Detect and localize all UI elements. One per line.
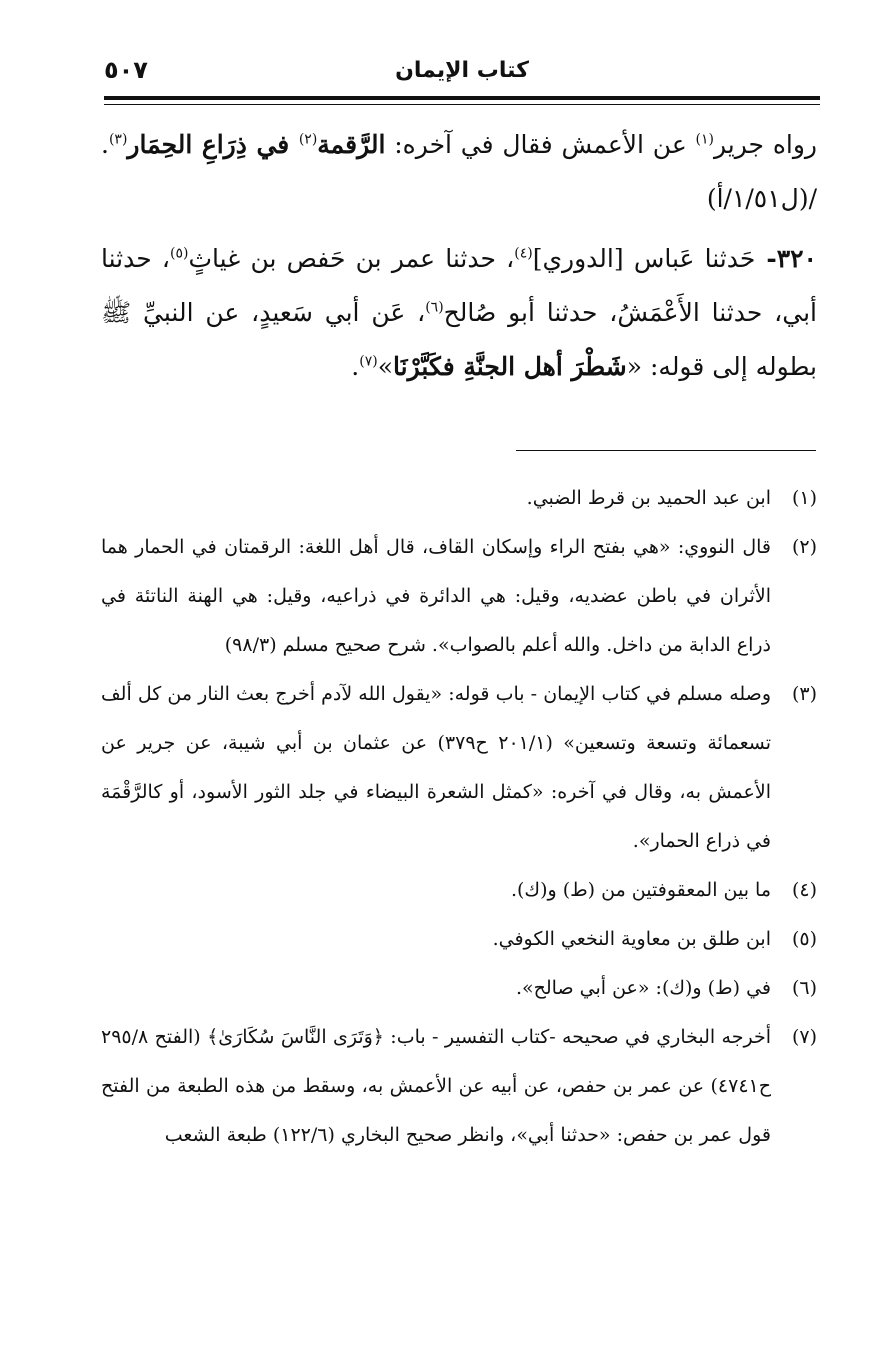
emphasized-text: شَطْرَ أهل الجنَّةِ فكَبَّرْنَا [393,352,627,381]
footnote-ref[interactable]: (٦) [425,299,444,316]
main-text [101,118,817,394]
footnote-text: قال النووي: «هي بفتح الراء وإسكان القاف، قال أهل اللغة: الرقمتان في الحمار هما الأثران في باطن عضديه، وقيل: هي الدائرة في ذراعيه، وقيل: هي الهنة الناتئة في ذراع الدابة من داخل. والله أعلم بالصواب». شرح صحيح مسلم (٩٨/٣) [101,536,771,656]
footnote-item [101,474,817,523]
text-run: ، عَن أبي سَعيدٍ، عن النبيِّ ﷺ بطوله إلى قوله: « [101,298,817,381]
text-run: » [377,352,393,381]
footnote-ref[interactable]: (٤) [514,245,533,262]
footnote-ref[interactable]: (٢) [298,131,318,148]
footnote-number: (٣) [791,683,817,705]
footnote-item [101,670,817,866]
text-run: حَدثنا عَباس [الدوري] [532,244,756,273]
footnote-number: (١) [791,487,817,509]
header-rule-thin [104,104,820,105]
footnote-item [101,1013,817,1160]
footnote-text: أخرجه البخاري في صحيحه -كتاب التفسير - باب: ﴿وَتَرَى النَّاسَ سُكَارَىٰ﴾ (الفتح ٢٩٥/٨ ح٤٧٤١) عن عمر بن حفص، عن أبيه عن الأعمش به، وسقط من هذه الطبعة من الفتح قول عمر بن حفص: «حدثنا أبي»، وانظر صحيح البخاري (١٢٢/٦) طبعة الشعب [101,1026,771,1146]
footnote-text: ابن عبد الحميد بن قرط الضبي. [526,487,771,509]
footnote-number: (٢) [791,536,817,558]
footnote-text: في (ط) و(ك): «عن أبي صالح». [515,977,771,999]
hadith-320-paragraph [101,232,817,394]
footnote-ref[interactable]: (٥) [170,245,189,262]
footnote-number: (٧) [791,1026,817,1048]
footnote-item [101,915,817,964]
footnote-number: (٤) [791,879,817,901]
footnote-ref[interactable]: (٣) [108,131,128,148]
emphasized-text: الرَّقمة [317,130,386,159]
page-number: ٥٠٧ [104,56,148,84]
hadith-continuation-paragraph [101,118,817,226]
footnote-ref[interactable]: (١) [695,131,715,148]
footnote-item [101,866,817,915]
text-run: ، حدثنا عمر بن حَفص بن غياثٍ [188,244,515,273]
footnote-number: (٦) [791,977,817,999]
footnotes-section [101,474,817,1160]
footnote-text: ابن طلق بن معاوية النخعي الكوفي. [492,928,771,950]
emphasized-text: في ذِرَاعِ الحِمَار [127,130,299,159]
text-run: ، حدثنا أبي، حدثنا الأَعْمَشُ، حدثنا أبو صُالح [101,244,817,327]
footnote-text: ما بين المعقوفتين من (ط) و(ك). [510,879,771,901]
text-run: عن الأعمش فقال في آخره: [385,130,696,159]
footnote-item [101,523,817,670]
footnote-ref[interactable]: (٧) [359,353,378,370]
running-title: كتاب الإيمان [395,58,529,83]
text-run: رواه جرير [714,130,818,159]
text-run: . [351,352,360,381]
page-header [104,56,820,96]
manuscript-ref: . /(ل١/٥١/أ) [101,130,817,213]
footnote-text: وصله مسلم في كتاب الإيمان - باب قوله: «يقول الله لآدم أخرج بعث النار من كل ألف تسعمائة وتسعة وتسعين» (٢٠١/١ ح٣٧٩) عن عثمان بن أبي شيبة، عن جرير عن الأعمش به، وقال في آخره: «كمثل الشعرة البيضاء في جلد الثور الأسود، أو كالرَّقْمَة في ذراع الحمار». [101,683,771,852]
hadith-number: ٣٢٠- [755,244,817,273]
footnote-item [101,964,817,1013]
header-rule-thick [104,96,820,100]
footnote-number: (٥) [791,928,817,950]
footnote-separator [516,450,816,451]
